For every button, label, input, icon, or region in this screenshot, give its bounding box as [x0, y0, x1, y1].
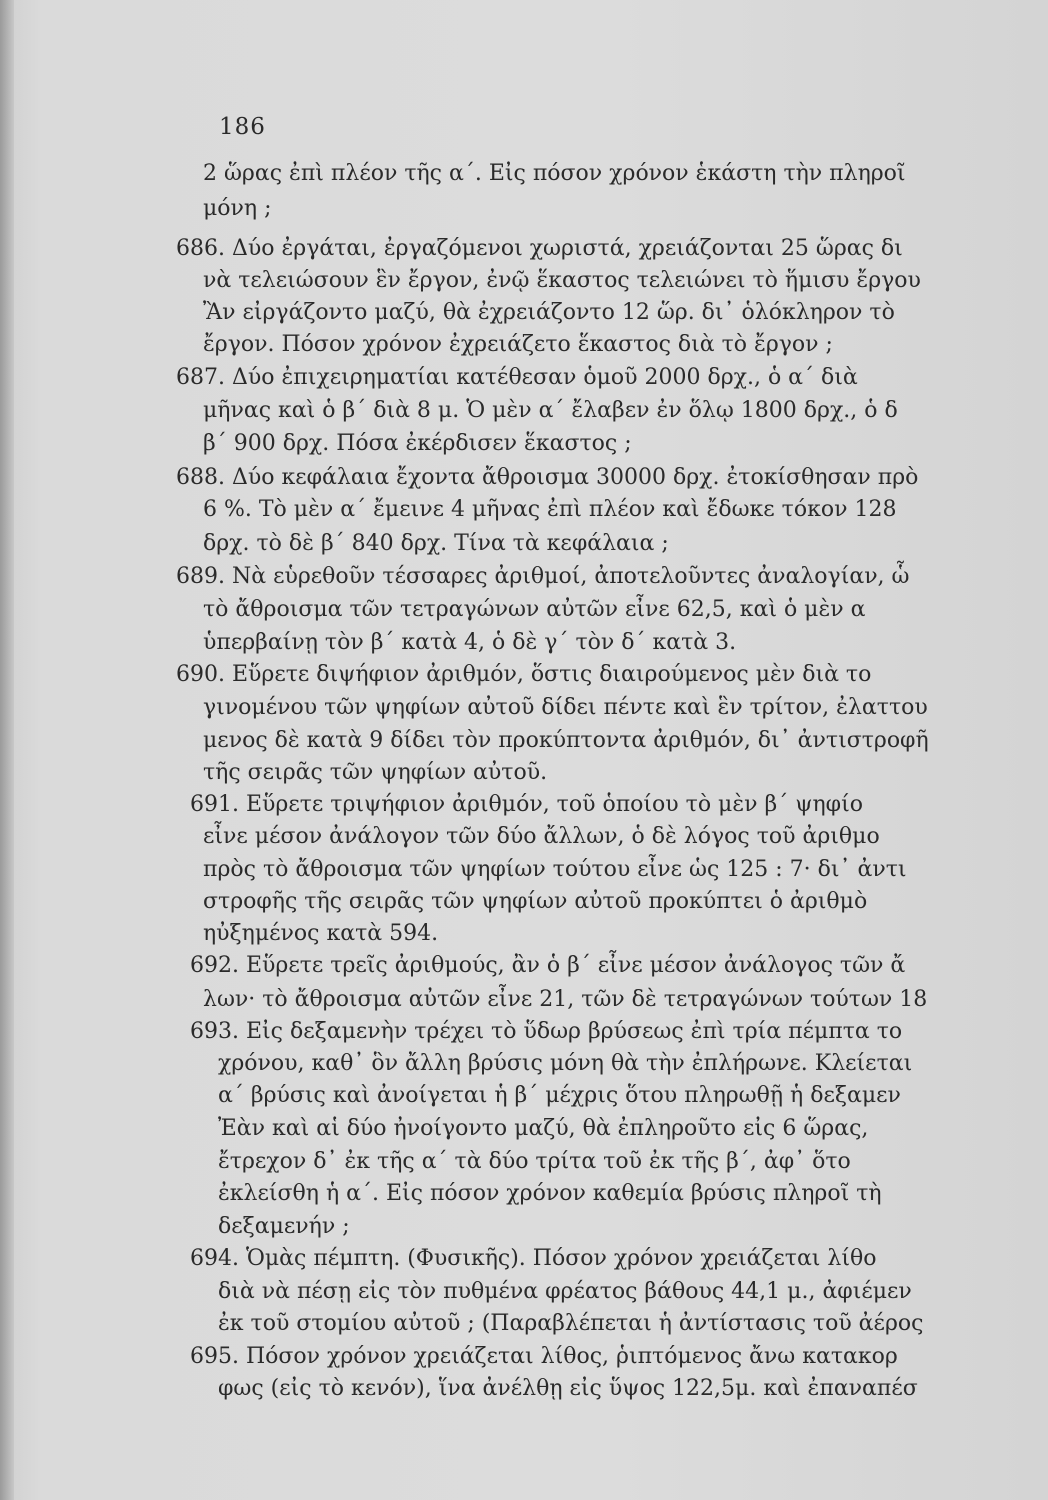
text-line: 686. Δύο ἐργάται, ἐργαζόμενοι χωριστά, χρειάζονται 25 ὥρας δι [176, 236, 903, 261]
text-line: 692. Εὕρετε τρεῖς ἀριθμούς, ἂν ὁ β΄ εἶνε μέσον ἀνάλογος τῶν ἄ [190, 953, 906, 978]
text-line: μενος δὲ κατὰ 9 δίδει τὸν προκύπτοντα ἀριθμόν, δι᾽ ἀντιστροφῆ [203, 728, 929, 753]
text-line: 694. Ὁμὰς πέμπτη. (Φυσικῆς). Πόσον χρόνον χρειάζεται λίθο [190, 1246, 877, 1271]
text-line: ἐκλείσθη ἡ α΄. Εἰς πόσον χρόνον καθεμία βρύσις πληροῖ τὴ [218, 1181, 882, 1206]
text-line: νὰ τελειώσουν ἓν ἔργον, ἐνῷ ἕκαστος τελειώνει τὸ ἥμισυ ἔργου [203, 268, 921, 293]
text-line: δρχ. τὸ δὲ β΄ 840 δρχ. Τίνα τὰ κεφάλαια ; [203, 531, 669, 556]
text-line: 695. Πόσον χρόνον χρειάζεται λίθος, ῥιπτόμενος ἄνω κατακορ [190, 1344, 898, 1369]
text-line: α΄ βρύσις καὶ ἀνοίγεται ἡ β΄ μέχρις ὅτου πληρωθῇ ἡ δεξαμεν [218, 1083, 901, 1108]
text-line: 689. Νὰ εὑρεθοῦν τέσσαρες ἀριθμοί, ἀποτελοῦντες ἀναλογίαν, ὧ [176, 564, 910, 589]
text-line: Ἐὰν καὶ αἱ δύο ἠνοίγοντο μαζύ, θὰ ἐπληροῦτο εἰς 6 ὥρας, [218, 1116, 869, 1141]
text-line: ἔτρεχον δ᾽ ἐκ τῆς α΄ τὰ δύο τρίτα τοῦ ἐκ τῆς β΄, ἀφ᾽ ὅτο [218, 1149, 851, 1174]
text-line: 687. Δύο ἐπιχειρηματίαι κατέθεσαν ὁμοῦ 2000 δρχ., ὁ α΄ διὰ [176, 365, 858, 390]
text-line: χρόνου, καθ᾽ ὃν ἄλλη βρύσις μόνη θὰ τὴν ἐπλήρωνε. Κλείεται [218, 1051, 913, 1076]
text-line: 2 ὥρας ἐπὶ πλέον τῆς α΄. Εἰς πόσον χρόνον ἑκάστη τὴν πληροῖ [203, 161, 906, 186]
text-line: τῆς σειρᾶς τῶν ψηφίων αὐτοῦ. [203, 760, 548, 785]
text-line: ὑπερβαίνῃ τὸν β΄ κατὰ 4, ὁ δὲ γ΄ τὸν δ΄ κατὰ 3. [203, 630, 737, 655]
text-line: ἐκ τοῦ στομίου αὐτοῦ ; (Παραβλέπεται ἡ ἀντίστασις τοῦ ἀέρος [218, 1311, 924, 1336]
text-line: διὰ νὰ πέσῃ εἰς τὸν πυθμένα φρέατος βάθους 44,1 μ., ἀφιέμεν [218, 1279, 912, 1304]
text-line: τὸ ἄθροισμα τῶν τετραγώνων αὐτῶν εἶνε 62,5, καὶ ὁ μὲν α [203, 597, 866, 622]
text-line: μόνη ; [203, 196, 272, 221]
text-line: φως (εἰς τὸ κενόν), ἵνα ἀνέλθῃ εἰς ὕψος 122,5μ. καὶ ἐπαναπέσ [218, 1376, 918, 1401]
text-line: γινομένου τῶν ψηφίων αὐτοῦ δίδει πέντε καὶ ἓν τρίτον, ἐλαττου [203, 695, 928, 720]
text-line: ηὐξημένος κατὰ 594. [203, 921, 439, 946]
page-edge-shadow [0, 0, 14, 1500]
text-line: 691. Εὕρετε τριψήφιον ἀριθμόν, τοῦ ὁποίου τὸ μὲν β΄ ψηφίο [190, 792, 863, 817]
text-line: 693. Εἰς δεξαμενὴν τρέχει τὸ ὕδωρ βρύσεως ἐπὶ τρία πέμπτα το [190, 1019, 903, 1044]
text-line: β΄ 900 δρχ. Πόσα ἐκέρδισεν ἕκαστος ; [203, 431, 632, 456]
text-line: εἶνε μέσον ἀνάλογον τῶν δύο ἄλλων, ὁ δὲ λόγος τοῦ ἀριθμο [203, 824, 880, 849]
text-line: πρὸς τὸ ἄθροισμα τῶν ψηφίων τούτου εἶνε ὡς 125 : 7· δι᾽ ἀντι [203, 857, 907, 882]
text-line: 688. Δύο κεφάλαια ἔχοντα ἄθροισμα 30000 δρχ. ἐτοκίσθησαν πρὸ [176, 465, 919, 490]
text-line: Ἂν εἰργάζοντο μαζύ, θὰ ἐχρειάζοντο 12 ὥρ. δι᾽ ὁλόκληρον τὸ [203, 300, 895, 325]
page-number: 186 [219, 114, 266, 140]
text-line: 6 %. Τὸ μὲν α΄ ἔμεινε 4 μῆνας ἐπὶ πλέον καὶ ἔδωκε τόκον 128 [203, 497, 897, 522]
text-line: 690. Εὕρετε διψήφιον ἀριθμόν, ὅστις διαιρούμενος μὲν διὰ το [176, 662, 872, 687]
text-line: λων· τὸ ἄθροισμα αὐτῶν εἶνε 21, τῶν δὲ τετραγώνων τούτων 18 [203, 987, 928, 1012]
text-line: ἔργον. Πόσον χρόνον ἐχρειάζετο ἕκαστος διὰ τὸ ἔργον ; [203, 332, 833, 357]
text-line: στροφῆς τῆς σειρᾶς τῶν ψηφίων αὐτοῦ προκύπτει ὁ ἀριθμὸ [203, 889, 868, 914]
text-line: δεξαμενήν ; [218, 1214, 350, 1239]
text-line: μῆνας καὶ ὁ β΄ διὰ 8 μ. Ὁ μὲν α΄ ἔλαβεν ἐν ὅλῳ 1800 δρχ., ὁ δ [203, 398, 898, 423]
